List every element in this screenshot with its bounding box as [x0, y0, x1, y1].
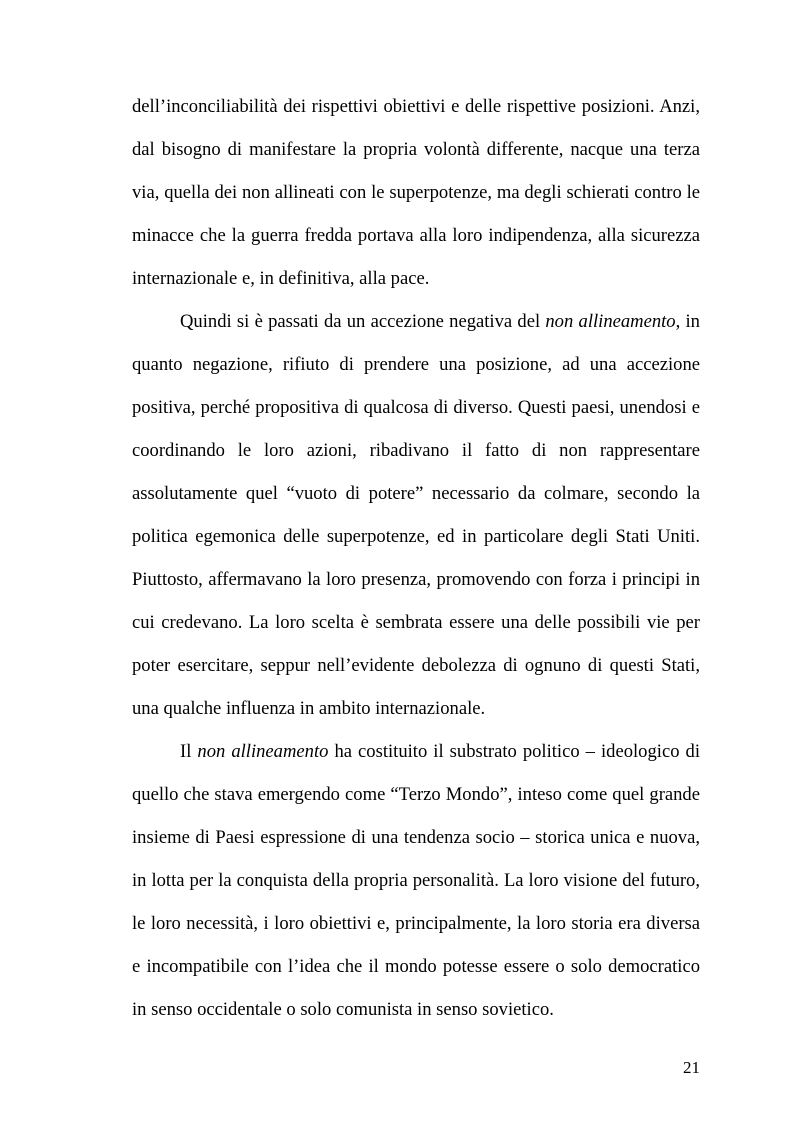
- paragraph-1-text: dell’inconciliabilità dei rispettivi obiettivi e delle rispettive posizioni. Anzi, dal bisogno di manifestare la propria volontà differente, nacque una terza via, quella dei non allineati con le superpotenze, ma degli schierati contro le minacce che la guerra fredda portava alla loro indipendenza, alla sicurezza internazionale e, in definitiva, alla pace.: [132, 96, 700, 289]
- paragraph-2: [132, 300, 700, 730]
- page-number: 21: [683, 1058, 700, 1077]
- paragraph-3-text-end: ha costituito il substrato politico – ideologico di quello che stava emergendo come “Terzo Mondo”, inteso come quel grande insieme di Paesi espressione di una tendenza socio – storica unica e nuova, in lotta per la conquista della propria personalità. La loro visione del futuro, le loro necessità, i loro obiettivi e, principalmente, la loro storia era diversa e incompatibile con l’idea che il mondo potesse essere o solo democratico in senso occidentale o solo comunista in senso sovietico.: [132, 741, 700, 1020]
- paragraph-2-text-start: Quindi si è passati da un accezione negativa del: [180, 311, 546, 332]
- paragraph-3-text-start: Il: [180, 741, 198, 762]
- paragraph-3: [132, 730, 700, 1031]
- paragraph-2-text-end: , in quanto negazione, rifiuto di prendere una posizione, ad una accezione positiva, perché propositiva di qualcosa di diverso. Questi paesi, unendosi e coordinando le loro azioni, ribadivano il fatto di non rappresentare assolutamente quel “vuoto di potere” necessario da colmare, secondo la politica egemonica delle superpotenze, ed in particolare degli Stati Uniti. Piuttosto, affermavano la loro presenza, promovendo con forza i principi in cui credevano. La loro scelta è sembrata essere una delle possibili vie per poter esercitare, seppur nell’evidente debolezza di ognuno di questi Stati, una qualche influenza in ambito internazionale.: [132, 311, 700, 719]
- paragraph-1: [132, 85, 700, 300]
- body-text: [132, 85, 700, 1031]
- italic-term-non-allineamento: non allineamento: [545, 311, 676, 332]
- italic-term-non-allineamento: non allineamento: [197, 741, 329, 762]
